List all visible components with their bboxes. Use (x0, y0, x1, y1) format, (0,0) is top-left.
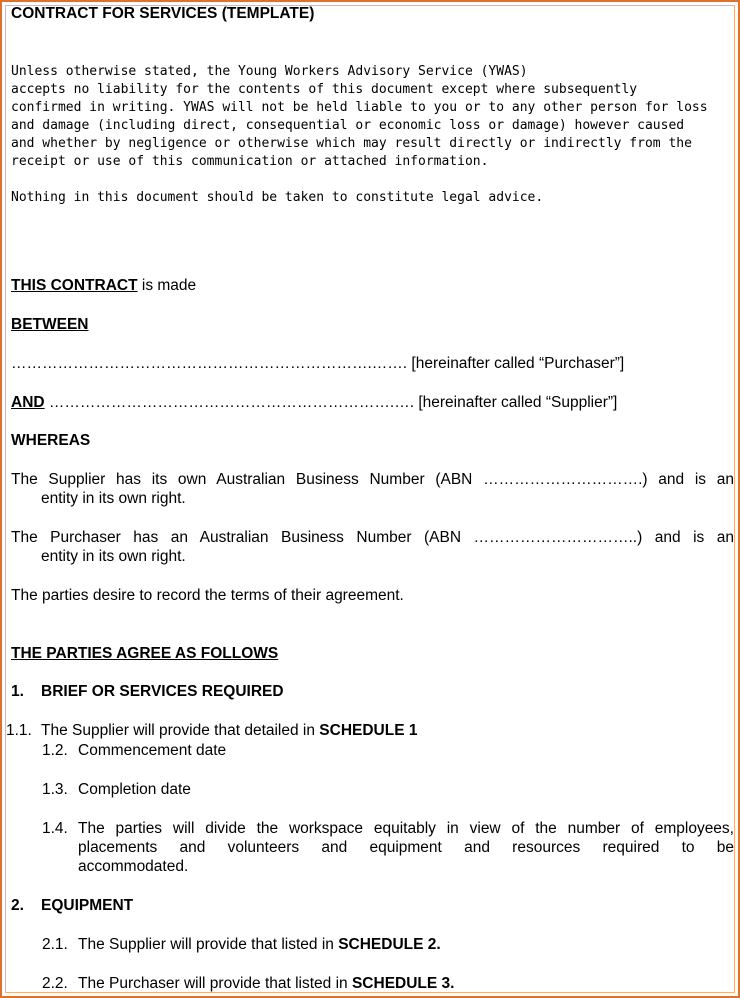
document-title: CONTRACT FOR SERVICES (TEMPLATE) (11, 5, 315, 22)
clause-text: accommodated. (78, 858, 189, 875)
supplier-line (11, 394, 617, 412)
clause-number: 2.1. (42, 936, 68, 953)
clause-text (41, 722, 417, 740)
clause-text: Completion date (78, 781, 191, 798)
disclaimer-line: and damage (including direct, consequential or economic loss or damage) however caused (11, 118, 685, 133)
contract-made-line (11, 277, 196, 295)
schedule-reference: SCHEDULE 3. (351, 975, 455, 992)
schedule-reference: SCHEDULE 1 (319, 722, 418, 739)
disclaimer-line: and whether by negligence or otherwise which may result directly or indirectly from the (11, 136, 692, 151)
clause-text-plain: The Supplier will provide that detailed in (41, 722, 320, 739)
purchaser-abn-line: entity in its own right. (41, 548, 186, 565)
contract-heading: THIS CONTRACT (11, 277, 138, 294)
agree-heading: THE PARTIES AGREE AS FOLLOWS (11, 645, 279, 662)
disclaimer-line: Unless otherwise stated, the Young Workers Advisory Service (YWAS) (11, 64, 528, 79)
disclaimer-line: accepts no liability for the contents of this document except where subsequently (11, 82, 638, 97)
parties-desire-text: The parties desire to record the terms of their agreement. (11, 587, 404, 604)
whereas-heading: WHEREAS (11, 432, 91, 449)
supplier-line-text: ………………………………………………………….…. [hereinafter called “Supplier”] (44, 394, 618, 411)
clause-text: Commencement date (78, 742, 227, 759)
clause-text-plain: The Purchaser will provide that listed in (78, 975, 352, 992)
schedule-reference: SCHEDULE 2. (338, 936, 441, 953)
section-number: 2. (11, 897, 24, 914)
clause-number: 2.2. (42, 975, 68, 992)
clause-text-plain: The Supplier will provide that listed in (78, 936, 339, 953)
section-title: EQUIPMENT (41, 897, 134, 914)
clause-number: 1.3. (42, 781, 68, 798)
clause-number: 1.4. (42, 820, 68, 837)
between-heading: BETWEEN (11, 316, 89, 333)
disclaimer-line: confirmed in writing. YWAS will not be held liable to you or to any other person for loss (11, 100, 708, 115)
section-number: 1. (11, 683, 24, 700)
clause-text (78, 975, 454, 993)
clause-number: 1.2. (42, 742, 68, 759)
supplier-abn-line: The Supplier has its own Australian Business Number (ABN ………………………….) and is an (11, 471, 734, 488)
supplier-abn-line: entity in its own right. (41, 490, 186, 507)
clause-text (78, 936, 441, 954)
purchaser-line: …………………………………………………………….……. [hereinafter called “Purchaser”] (11, 355, 625, 372)
section-title: BRIEF OR SERVICES REQUIRED (41, 683, 284, 700)
clause-text: placements and volunteers and equipment and resources required to be (78, 839, 734, 856)
purchaser-abn-line: The Purchaser has an Australian Business Number (ABN …………………………..) and is an (11, 529, 734, 546)
and-label: AND (11, 394, 45, 411)
contract-heading-rest: is made (137, 277, 197, 294)
legal-advice-note: Nothing in this document should be taken to constitute legal advice. (11, 190, 544, 205)
clause-number: 1.1. (6, 722, 32, 739)
disclaimer-line: receipt or use of this communication or attached information. (11, 154, 489, 169)
clause-text: The parties will divide the workspace equitably in view of the number of employees, (78, 820, 734, 837)
